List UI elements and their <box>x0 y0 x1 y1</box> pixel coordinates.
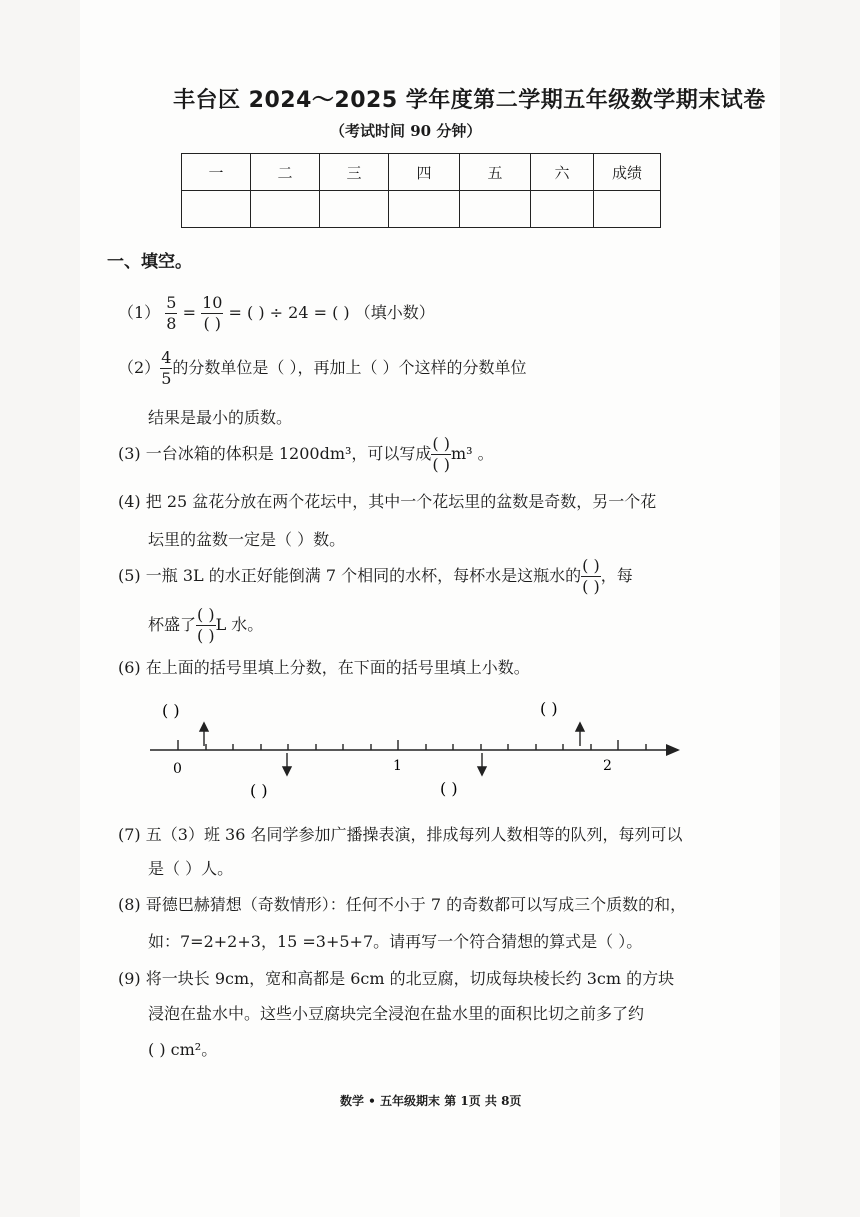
question-text: ( ) cm²。 <box>148 1040 218 1059</box>
score-col-header: 四 <box>389 154 460 191</box>
question-number: (7) <box>118 825 141 844</box>
answer-blank[interactable]: ( ) <box>540 699 558 718</box>
numerator: 10 <box>202 293 223 312</box>
score-cell[interactable] <box>182 191 251 228</box>
exam-title: 丰台区 2024～2025 学年度第二学期五年级数学期末试卷 <box>173 88 766 113</box>
question-text: = ( ) ÷ 24 = ( ) （填小数） <box>228 303 435 322</box>
question-text: 如：7=2+2+3，15 =3+5+7。请再写一个符合猜想的算式是（ ）。 <box>148 932 643 951</box>
tick-label: 2 <box>603 758 612 774</box>
score-table-input-row <box>182 191 661 228</box>
up-arrow-icon <box>200 723 208 746</box>
question-number: (9) <box>118 969 141 988</box>
question-text: 一台冰箱的体积是 1200dm³，可以写成 <box>145 444 432 463</box>
fraction <box>201 295 223 332</box>
question-number: （2） <box>118 358 161 377</box>
question-text: 是（ ）人。 <box>148 859 234 878</box>
question-5-line2 <box>148 607 263 644</box>
score-cell[interactable] <box>251 191 320 228</box>
question-text: ，每 <box>600 566 633 585</box>
denominator-blank[interactable]: ( ) <box>432 455 450 474</box>
answer-blank[interactable]: ( ) <box>440 779 458 798</box>
question-text: 把 25 盆花分放在两个花坛中，其中一个花坛里的盆数是奇数，另一个花 <box>145 492 657 511</box>
numerator: 4 <box>161 348 172 367</box>
answer-blank[interactable]: ( ) <box>162 701 180 720</box>
arrow-right-icon <box>666 744 680 756</box>
question-text: 将一块长 9cm，宽和高都是 6cm 的北豆腐，切成每块棱长约 3cm 的方块 <box>145 969 675 988</box>
exam-duration: （考试时间 90 分钟） <box>330 122 482 140</box>
question-number: (4) <box>118 492 141 511</box>
score-table-header-row <box>182 154 661 191</box>
question-text: 结果是最小的质数。 <box>148 408 293 427</box>
question-text: 在上面的括号里填上分数，在下面的括号里填上小数。 <box>145 658 530 677</box>
score-table <box>181 153 661 228</box>
numerator-blank[interactable]: ( ) <box>432 434 450 453</box>
question-5 <box>118 558 633 595</box>
section-fill-blank-title: 一、填空。 <box>107 252 192 272</box>
denominator: 5 <box>161 369 172 388</box>
equals-sign: = <box>182 303 196 322</box>
score-col-header: 六 <box>531 154 594 191</box>
score-cell[interactable] <box>389 191 460 228</box>
question-text: 浸泡在盐水中。这些小豆腐块完全浸泡在盐水里的面积比切之前多了约 <box>148 1004 645 1023</box>
up-arrow-icon <box>576 723 584 746</box>
question-4 <box>118 489 656 512</box>
tick-label: 1 <box>393 758 402 774</box>
fraction <box>165 295 177 332</box>
answer-fraction[interactable] <box>196 607 216 644</box>
score-col-header: 成绩 <box>594 154 661 191</box>
score-col-header: 一 <box>182 154 251 191</box>
score-cell[interactable] <box>531 191 594 228</box>
score-col-header: 五 <box>460 154 531 191</box>
question-text: 哥德巴赫猜想（奇数情形）：任何不小于 7 的奇数都可以写成三个质数的和， <box>145 895 687 914</box>
numerator-blank[interactable]: ( ) <box>197 605 215 624</box>
question-number: （1） <box>118 303 161 322</box>
number-line-figure <box>140 690 700 810</box>
number-line-ticks <box>178 740 646 750</box>
question-number: (5) <box>118 566 141 585</box>
answer-blank[interactable]: ( ) <box>250 781 268 800</box>
answer-fraction[interactable] <box>581 558 601 595</box>
question-number: (3) <box>118 444 141 463</box>
question-text: 一瓶 3L 的水正好能倒满 7 个相同的水杯，每杯水是这瓶水的 <box>145 566 582 585</box>
unit-text: m³ 。 <box>450 444 494 463</box>
question-3 <box>118 436 494 473</box>
answer-fraction[interactable] <box>431 436 451 473</box>
denominator-blank[interactable]: ( ) <box>582 577 600 596</box>
score-cell[interactable] <box>594 191 661 228</box>
score-cell[interactable] <box>320 191 389 228</box>
score-col-header: 三 <box>320 154 389 191</box>
score-cell[interactable] <box>460 191 531 228</box>
question-8 <box>118 892 686 915</box>
question-6 <box>118 655 530 678</box>
fraction <box>160 350 172 387</box>
question-text: L 水。 <box>215 615 264 634</box>
numerator-blank[interactable]: ( ) <box>582 556 600 575</box>
question-1 <box>118 295 435 332</box>
question-number: (8) <box>118 895 141 914</box>
down-arrow-icon <box>478 753 486 775</box>
score-col-header: 二 <box>251 154 320 191</box>
question-text: 五（3）班 36 名同学参加广播操表演，排成每列人数相等的队列，每列可以 <box>145 825 683 844</box>
question-7 <box>118 822 682 845</box>
question-text: 坛里的盆数一定是（ ）数。 <box>148 530 346 549</box>
tick-label: 0 <box>173 761 182 777</box>
question-number: (6) <box>118 658 141 677</box>
answer-blank[interactable]: ( ) <box>201 313 223 332</box>
denominator: 8 <box>166 314 177 333</box>
question-2 <box>118 350 527 387</box>
denominator-blank[interactable]: ( ) <box>197 626 215 645</box>
page-footer: 数学 • 五年级期末 第 1页 共 8页 <box>340 1094 522 1108</box>
question-text: 杯盛了 <box>148 615 197 634</box>
question-text: 的分数单位是（ ），再加上（ ）个这样的分数单位 <box>172 358 527 377</box>
numerator: 5 <box>166 293 177 312</box>
question-9 <box>118 966 674 989</box>
down-arrow-icon <box>283 753 291 775</box>
